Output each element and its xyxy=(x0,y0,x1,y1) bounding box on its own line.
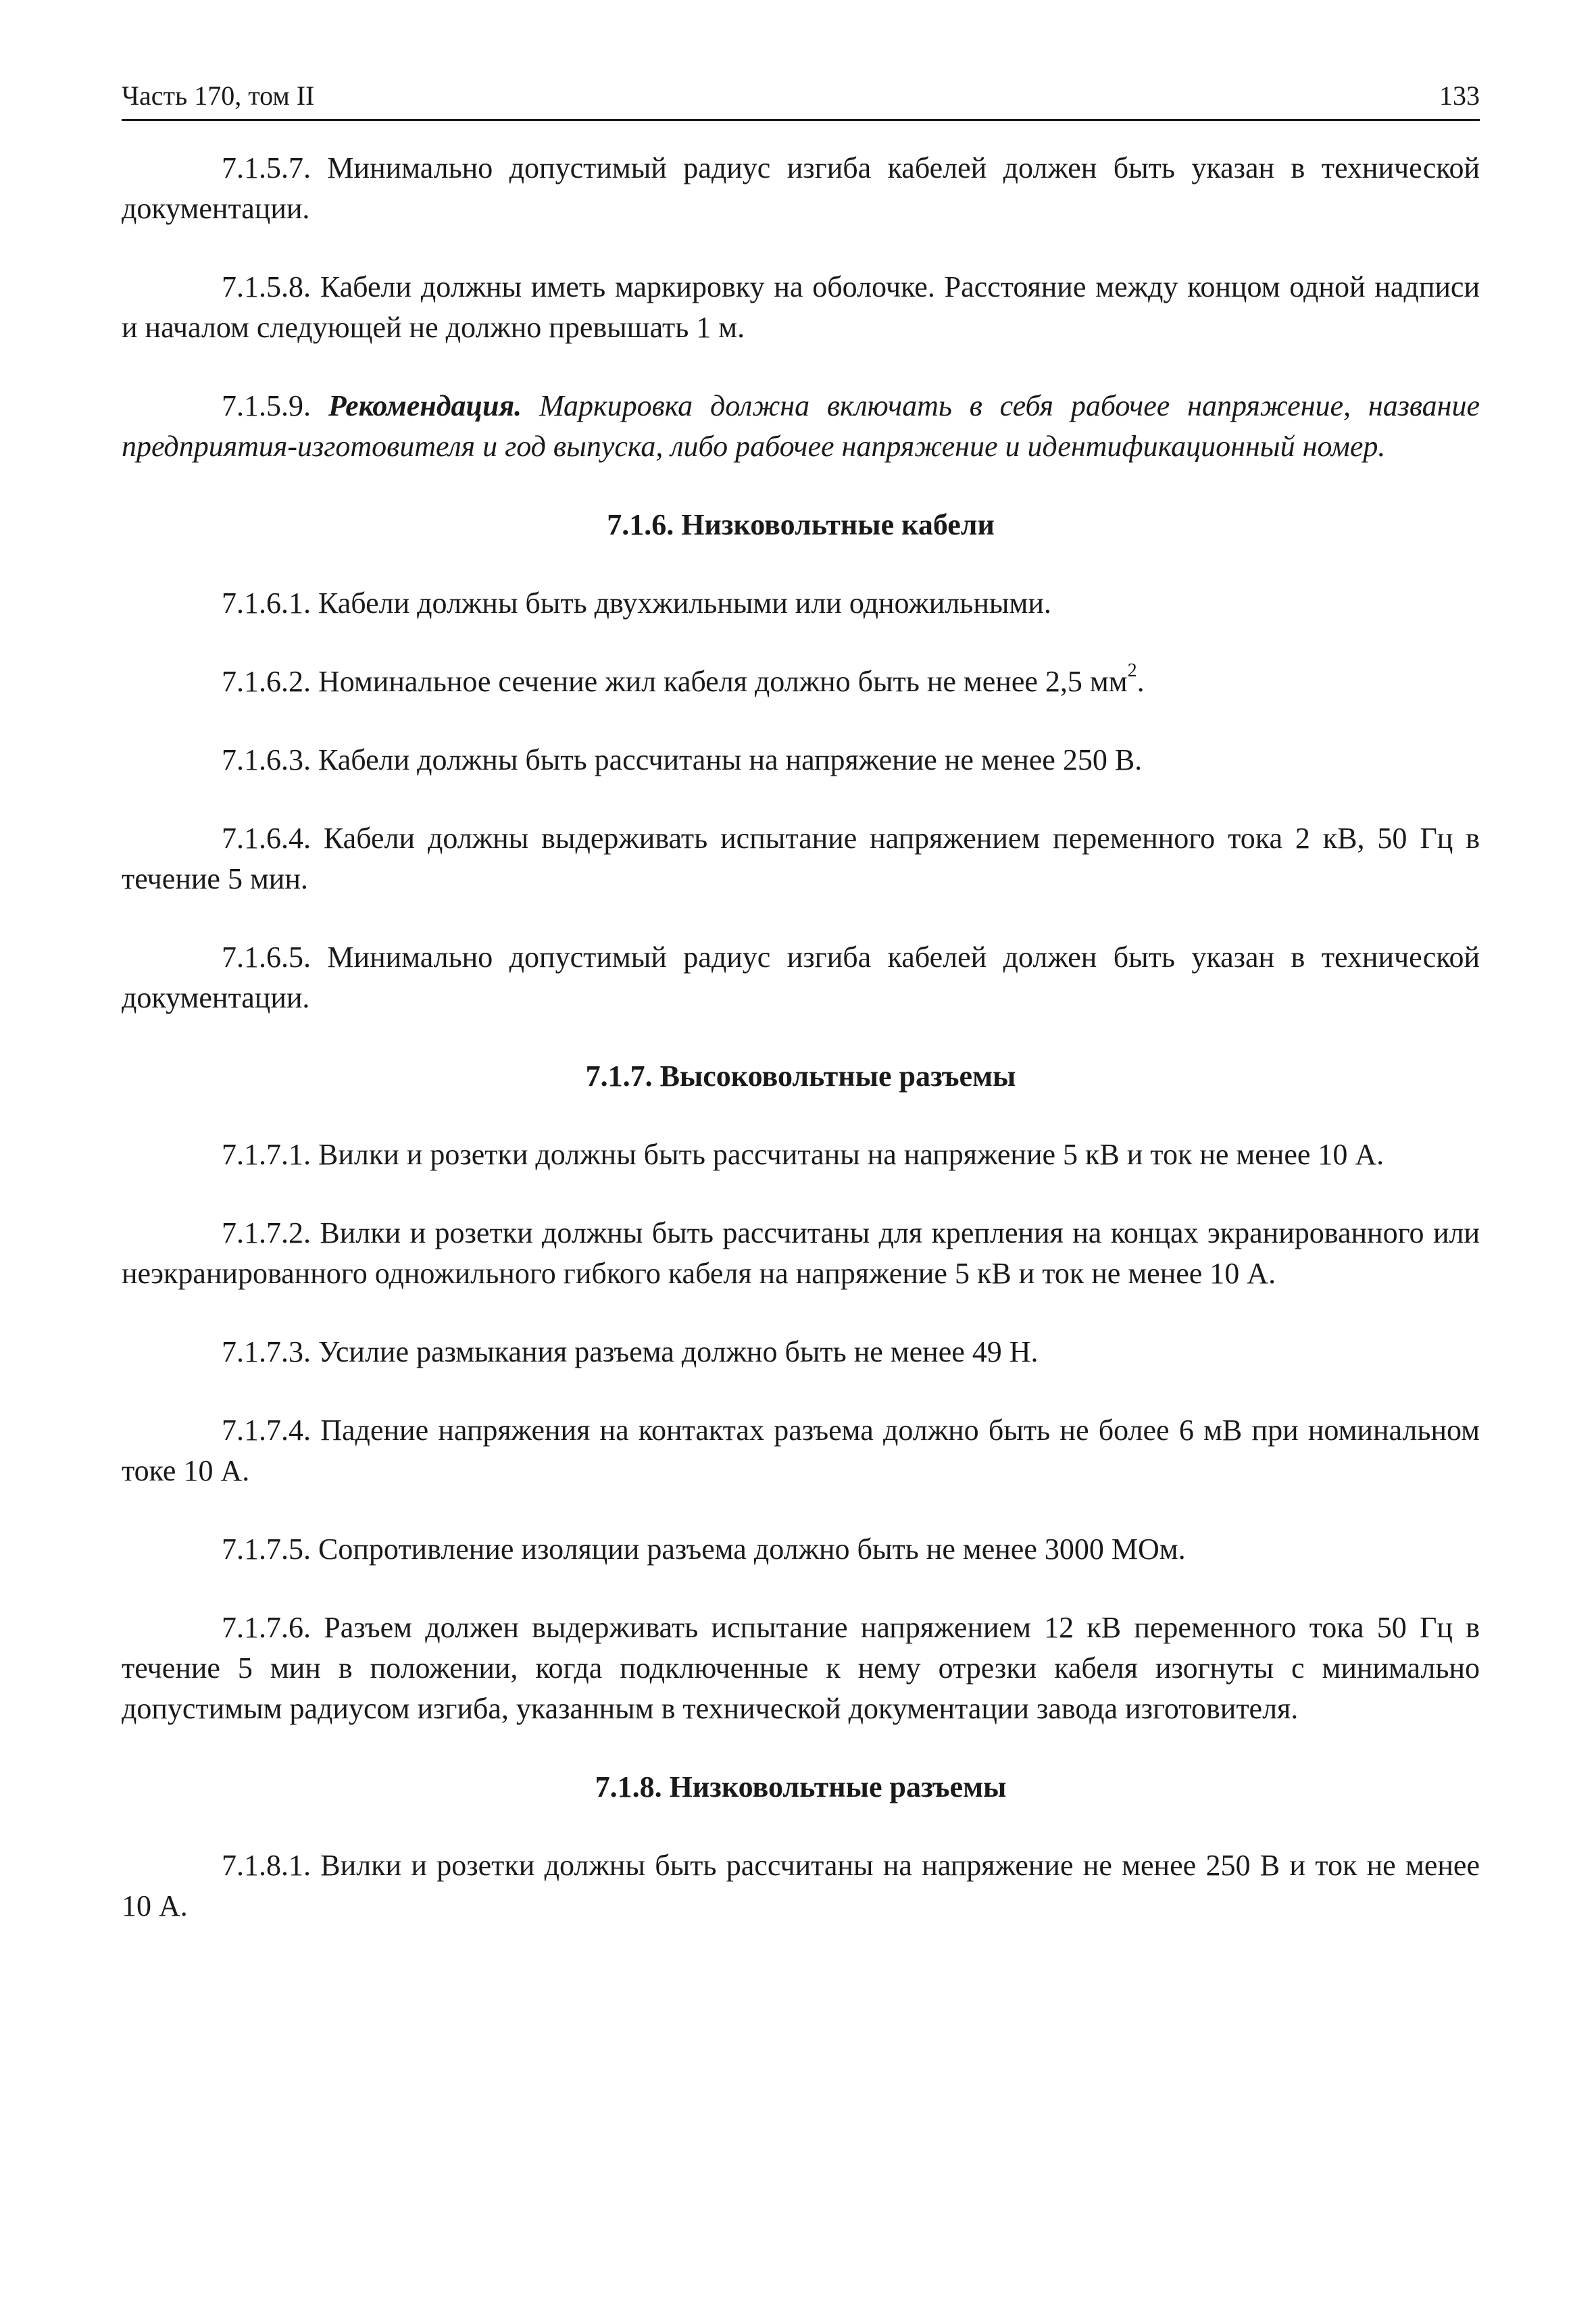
section-heading: 7.1.6. Низковольтные кабели xyxy=(607,508,995,541)
paragraph: 7.1.7.4. Падение напряжения на контактах разъема должно быть не более 6 мВ при номинальном токе 10 А. xyxy=(122,1414,1480,1487)
recommendation-paragraph xyxy=(122,386,1480,467)
paragraph-tail: . xyxy=(1137,665,1145,698)
paragraph-number: 7.1.5.9. xyxy=(222,389,311,422)
document-page xyxy=(122,80,1480,1964)
page-number: 133 xyxy=(1439,80,1480,111)
paragraph: 7.1.7.2. Вилки и розетки должны быть рассчитаны для крепления на концах экранированного или неэкранированного одножильного гибкого кабеля на напряжение 5 кВ и ток не менее 10 А. xyxy=(122,1216,1480,1290)
paragraph: 7.1.7.1. Вилки и розетки должны быть рассчитаны на напряжение 5 кВ и ток не менее 10 А. xyxy=(222,1138,1385,1171)
section-heading: 7.1.7. Высоковольтные разъемы xyxy=(585,1060,1016,1093)
paragraph: 7.1.6.3. Кабели должны быть рассчитаны на напряжение не менее 250 В. xyxy=(222,743,1143,776)
running-title: Часть 170, том II xyxy=(122,80,315,111)
page-content xyxy=(122,148,1480,1926)
page-header xyxy=(122,80,1480,121)
superscript: 2 xyxy=(1127,660,1137,682)
paragraph: 7.1.7.5. Сопротивление изоляции разъема должно быть не менее 3000 МОм. xyxy=(222,1533,1186,1566)
paragraph: 7.1.7.6. Разъем должен выдерживать испытание напряжением 12 кВ переменного тока 50 Гц в течение 5 мин в положении, когда подключенные к нему отрезки кабеля изогнуты с минимально допустимым радиусом изгиба, указанным в технической документации завода изготовителя. xyxy=(122,1611,1480,1725)
paragraph: 7.1.5.8. Кабели должны иметь маркировку на оболочке. Расстояние между концом одной надписи и началом следующей не должно превышать 1 м. xyxy=(122,270,1480,344)
recommendation-label: Рекомендация. xyxy=(328,389,522,422)
paragraph: 7.1.8.1. Вилки и розетки должны быть рассчитаны на напряжение не менее 250 В и ток не менее 10 А. xyxy=(122,1849,1480,1922)
paragraph: 7.1.5.7. Минимально допустимый радиус изгиба кабелей должен быть указан в технической документации. xyxy=(122,151,1480,225)
paragraph: 7.1.6.4. Кабели должны выдерживать испытание напряжением переменного тока 2 кВ, 50 Гц в течение 5 мин. xyxy=(122,822,1480,895)
recommendation-text: Маркировка должна включать в себя рабочее напряжение, название предприятия-изготовителя и год выпуска, либо рабочее напряжение и идентификационный номер. xyxy=(122,389,1480,463)
paragraph: 7.1.6.1. Кабели должны быть двухжильными или одножильными. xyxy=(222,587,1051,620)
paragraph-text: 7.1.6.2. Номинальное сечение жил кабеля должно быть не менее 2,5 мм xyxy=(222,665,1128,698)
paragraph xyxy=(122,662,1480,702)
paragraph: 7.1.6.5. Минимально допустимый радиус изгиба кабелей должен быть указан в технической документации. xyxy=(122,941,1480,1014)
paragraph: 7.1.7.3. Усилие размыкания разъема должно быть не менее 49 Н. xyxy=(222,1335,1039,1368)
section-heading: 7.1.8. Низковольтные разъемы xyxy=(595,1770,1007,1803)
